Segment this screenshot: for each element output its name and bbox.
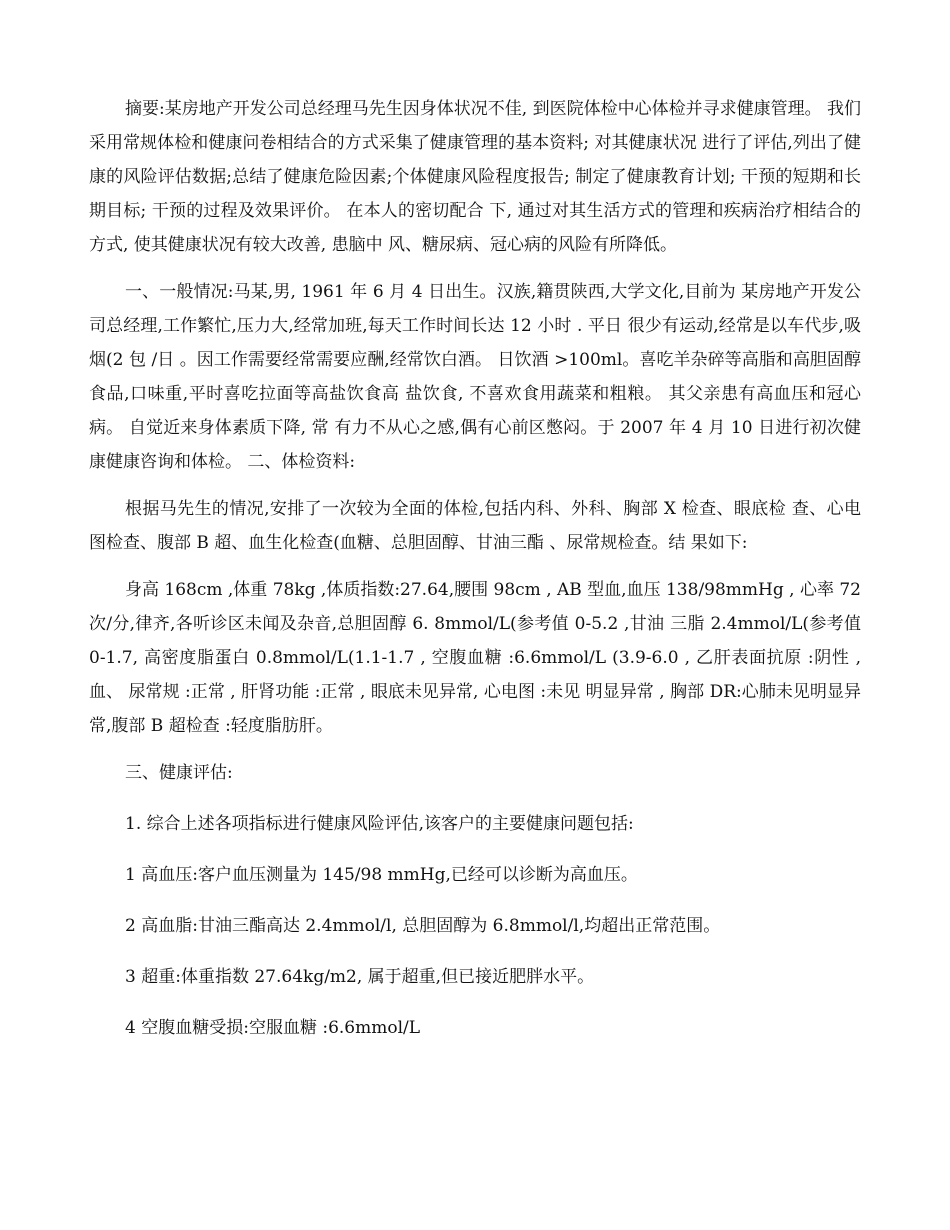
assessment-intro: 1. 综合上述各项指标进行健康风险评估,该客户的主要健康问题包括: <box>125 814 634 834</box>
exam-results-paragraph: 身高 168cm ,体重 78kg ,体质指数:27.64,腰围 98cm , AB 型血,血压 138/98mmHg , 心率 72 次/分,律齐,各听诊区未闻及杂音,总胆固醇 6. 8mmol/L(参考值 0-5.2 ,甘油 三脂 2.4mmol/L(参考值 0-1.7, 高密度脂蛋白 0.8mmol/L(1.1-1.7 , 空腹血糖 :6.6mmol/L (3.9-6.0 , 乙肝表面抗原 :阴性 , 血、 尿常规 :正常 , 肝肾功能 :正常 , 眼底未见异常, 心电图 :未见 明显异常 , 胸部 DR:心肺未见明显异常,腹部 B 超检查 :轻度脂肪肝。 <box>89 580 861 736</box>
health-problem-item: 3 超重:体重指数 27.64kg/m2, 属于超重,但已接近肥胖水平。 <box>125 967 595 987</box>
general-info-paragraph: 一、一般情况:马某,男, 1961 年 6 月 4 日出生。汉族,籍贯陕西,大学文化,目前为 某房地产开发公司总经理,工作繁忙,压力大,经常加班,每天工作时间长达 12 小时 . 平日 很少有运动,经常是以车代步,吸烟(2 包 /日 。因工作需要经常需要应酬,经常饮白酒。 日饮酒 >100ml。喜吃羊杂碎等高脂和高胆固醇食品,口味重,平时喜吃拉面等高盐饮食高 盐饮食, 不喜欢食用蔬菜和粗粮。 其父亲患有高血压和冠心病。 自觉近来身体素质下降, 常 有力不从心之感,偶有心前区憋闷。于 2007 年 4 月 10 日进行初次健康健康咨询和体检。 二、体检资料: <box>89 282 861 472</box>
health-problem-item: 2 高血脂:甘油三酯高达 2.4mmol/l, 总胆固醇为 6.8mmol/l,均超出正常范围。 <box>125 916 721 936</box>
document-page <box>89 92 861 1062</box>
health-problem-item: 1 高血压:客户血压测量为 145/98 mmHg,已经可以诊断为高血压。 <box>125 865 638 885</box>
health-problem-item: 4 空腹血糖受损:空服血糖 :6.6mmol/L <box>125 1018 421 1038</box>
exam-plan-paragraph: 根据马先生的情况,安排了一次较为全面的体检,包括内科、外科、胸部 X 检查、眼底检 查、心电图检查、腹部 B 超、血生化检查(血糖、总胆固醇、甘油三酯 、尿常规检查。结 果如下: <box>89 499 861 553</box>
abstract-paragraph: 摘要:某房地产开发公司总经理马先生因身体状况不佳, 到医院体检中心体检并寻求健康管理。 我们采用常规体检和健康问卷相结合的方式采集了健康管理的基本资料; 对其健康状况 进行了评估,列出了健康的风险评估数据;总结了健康危险因素;个体健康风险程度报告; 制定了健康教育计划; 干预的短期和长期目标; 干预的过程及效果评价。 在本人的密切配合 下, 通过对其生活方式的管理和疾病治疗相结合的方式, 使其健康状况有较大改善, 患脑中 风、糖尿病、冠心病的风险有所降低。 <box>89 99 861 255</box>
section-heading-health-assessment: 三、健康评估: <box>125 763 233 783</box>
